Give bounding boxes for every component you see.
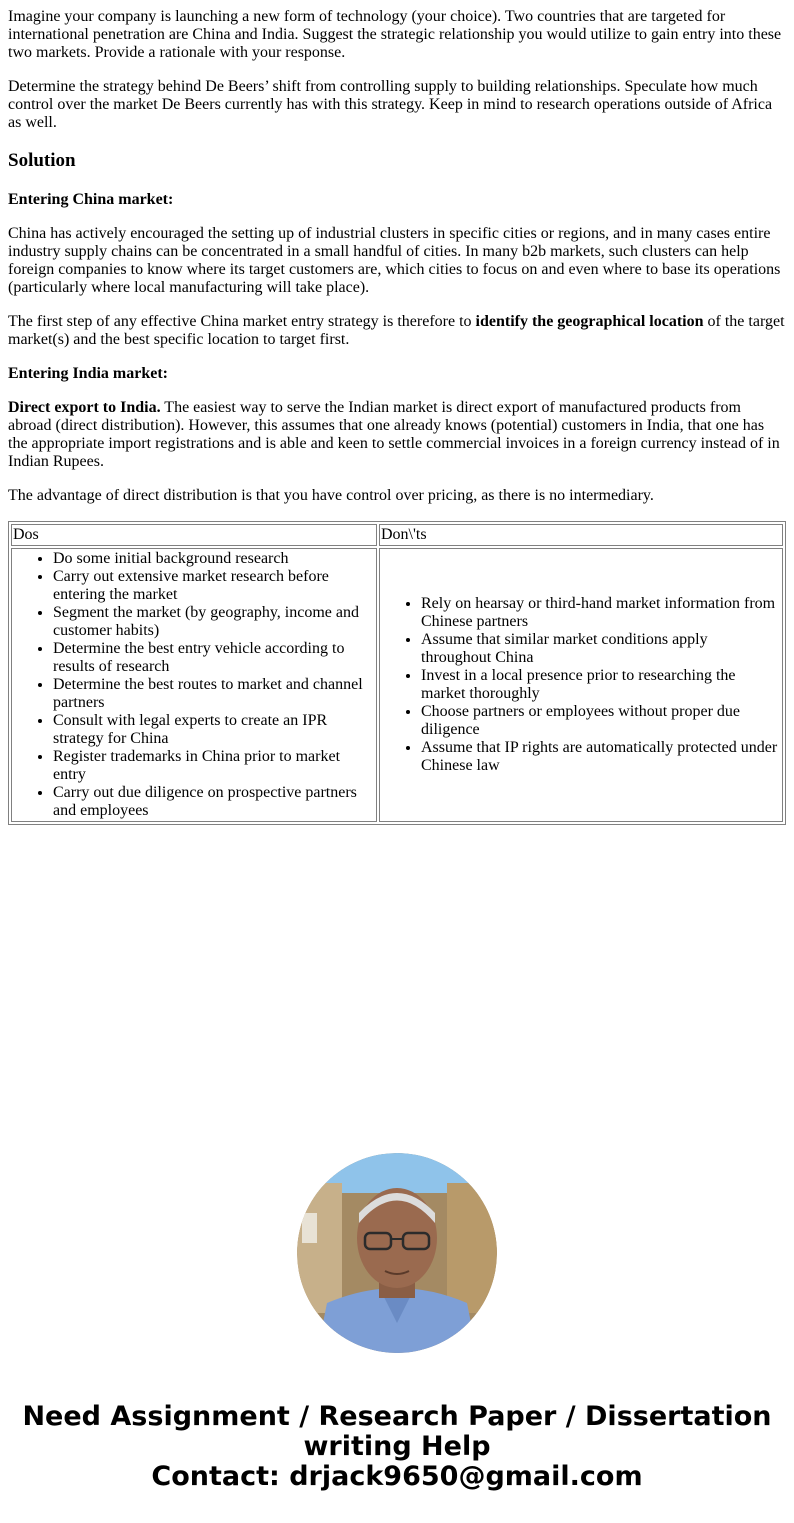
- dos-list-item: • Register trademarks in China prior to market entry: [53, 748, 375, 784]
- dos-list: [13, 550, 375, 820]
- table-body-row: [11, 548, 783, 822]
- solution-heading: Solution: [8, 150, 76, 171]
- donts-list-item: • Assume that IP rights are automatically protected under Chinese law: [421, 739, 781, 775]
- donts-list-item: • Choose partners or employees without proper due diligence: [421, 703, 781, 739]
- document-body: [8, 8, 786, 825]
- india-p1-text: The easiest way to serve the Indian market is direct export of manufactured products from abroad (direct distribution). However, this assumes that one already knows (potential) customers in India, that one has the appropriate import registrations and is able and keen to settle commercial invoices in a foreign currency instead of in Indian Rupees.: [8, 399, 780, 470]
- footer-line-1: Need Assignment / Research Paper / Dissertation: [22, 1401, 772, 1432]
- question-1: Imagine your company is launching a new form of technology (your choice). Two countries that are targeted for international penetration are China and India. Suggest the strategic relationship you would utilize to gain entry into these two markets. Provide a rationale with your response.: [8, 8, 782, 61]
- india-heading: Entering India market:: [8, 365, 168, 382]
- author-portrait-image: [297, 1153, 497, 1353]
- footer-line-2: writing Help: [303, 1431, 491, 1462]
- china-p2-emphasis: identify the geographical location: [475, 313, 704, 330]
- india-p1-emphasis: Direct export to India.: [8, 399, 161, 416]
- india-paragraph-2: The advantage of direct distribution is that you have control over pricing, as there is no intermediary.: [8, 487, 654, 504]
- china-heading: Entering China market:: [8, 191, 174, 208]
- donts-cell: [379, 548, 783, 822]
- dos-list-item: • Segment the market (by geography, income and customer habits): [53, 604, 375, 640]
- dos-cell: [11, 548, 377, 822]
- china-paragraph-1: China has actively encouraged the setting up of industrial clusters in specific cities or regions, and in many cases entire industry supply chains can be concentrated in a small handful of cities. In many b2b markets, such clusters can help foreign companies to know where its target customers are, which cities to focus on and even where to base its operations (particularly where local manufacturing will take place).: [8, 225, 781, 296]
- donts-list-item: • Invest in a local presence prior to researching the market thoroughly: [421, 667, 781, 703]
- dos-list-item: • Determine the best routes to market and channel partners: [53, 676, 375, 712]
- footer-contact: Contact: drjack9650@gmail.com: [151, 1461, 643, 1492]
- china-p2-text-after: of the target market(s) and the best specific location to target first.: [8, 313, 785, 348]
- donts-list-item: • Assume that similar market conditions apply throughout China: [421, 631, 781, 667]
- dos-list-item: • Consult with legal experts to create an IPR strategy for China: [53, 712, 375, 748]
- promo-footer: [0, 1402, 794, 1492]
- table-header-row: [11, 524, 783, 546]
- dos-list-item: • Do some initial background research: [53, 550, 375, 568]
- header-donts: Don\'ts: [379, 524, 783, 546]
- dos-list-item: • Carry out due diligence on prospective partners and employees: [53, 784, 375, 820]
- donts-list: [381, 595, 781, 775]
- author-photo: [297, 1153, 497, 1353]
- china-paragraph-2: [8, 313, 786, 349]
- header-dos: Dos: [11, 524, 377, 546]
- india-paragraph-1: [8, 399, 786, 471]
- dos-list-item: • Carry out extensive market research before entering the market: [53, 568, 375, 604]
- china-p2-text-before: The first step of any effective China market entry strategy is therefore to: [8, 313, 476, 330]
- question-2: Determine the strategy behind De Beers’ shift from controlling supply to building relationships. Speculate how much control over the market De Beers currently has with this strategy. Keep in mind to research operations outside of Africa as well.: [8, 78, 773, 131]
- donts-list-item: • Rely on hearsay or third-hand market information from Chinese partners: [421, 595, 781, 631]
- dos-donts-table: [8, 521, 786, 825]
- dos-list-item: • Determine the best entry vehicle according to results of research: [53, 640, 375, 676]
